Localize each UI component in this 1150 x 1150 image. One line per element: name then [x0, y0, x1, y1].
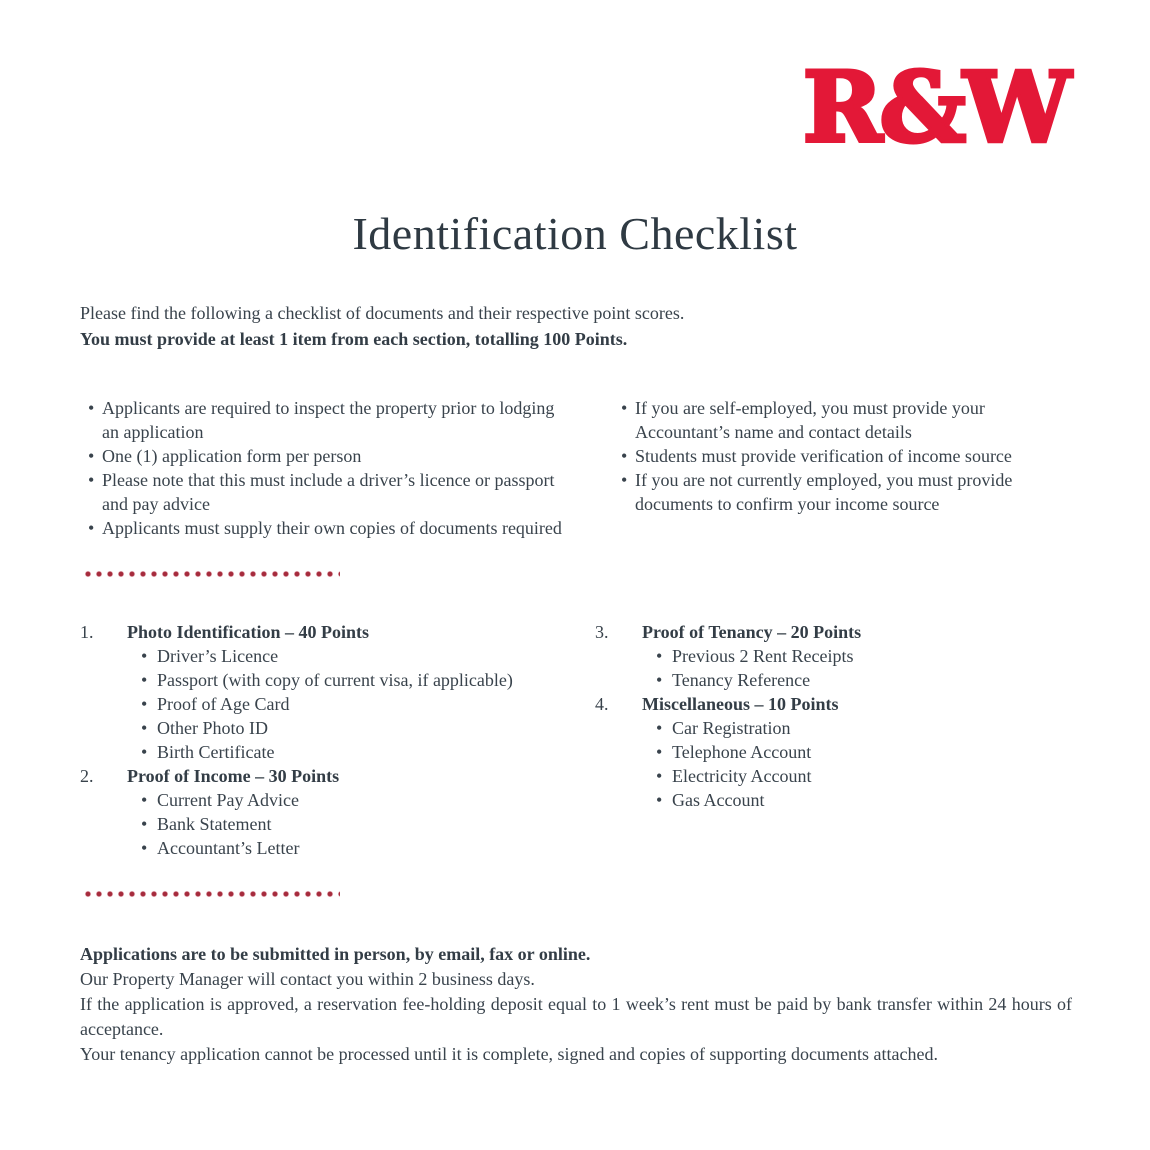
bullet-icon — [650, 644, 672, 668]
checklist-item: Telephone Account — [672, 742, 812, 762]
bullet-icon — [650, 668, 672, 692]
intro-paragraph — [80, 300, 1072, 352]
bullet-icon — [650, 788, 672, 812]
note-text: Please note that this must include a driver’s licence or passport and pay advice — [102, 470, 555, 514]
list-item — [135, 788, 595, 812]
notes-column-right — [613, 396, 1083, 540]
footer-line-2: Our Property Manager will contact you within 2 business days. — [80, 969, 535, 989]
list-item — [613, 468, 1083, 516]
footer-paragraph — [80, 942, 1072, 1067]
list-item — [650, 668, 1072, 692]
section-photo-identification — [80, 620, 595, 764]
note-text: Applicants are required to inspect the property prior to lodging an application — [102, 398, 555, 442]
note-text: If you are self-employed, you must provide your Accountant’s name and contact details — [635, 398, 985, 442]
bullet-icon — [135, 716, 157, 740]
list-item — [613, 396, 1083, 444]
bullet-icon — [135, 788, 157, 812]
section-proof-of-tenancy — [595, 620, 1072, 692]
rw-brand-logo: R&W — [802, 51, 1068, 164]
list-item — [650, 716, 1072, 740]
checklist-item: Bank Statement — [157, 814, 272, 834]
page-title: Identification Checklist — [352, 208, 798, 259]
dotted-divider-top — [85, 570, 340, 578]
list-item — [135, 836, 595, 860]
checklist-item: Tenancy Reference — [672, 670, 811, 690]
notes-column-left — [80, 396, 572, 540]
bullet-icon — [613, 468, 635, 492]
bullet-icon — [135, 644, 157, 668]
list-item — [135, 740, 595, 764]
section-heading: Proof of Tenancy – 20 Points — [642, 622, 862, 642]
list-item — [650, 740, 1072, 764]
bullet-icon — [135, 740, 157, 764]
list-item — [80, 468, 572, 516]
bullet-icon — [650, 764, 672, 788]
checklist-item: Accountant’s Letter — [157, 838, 300, 858]
section-number: 3. — [595, 622, 609, 642]
note-text: One (1) application form per person — [102, 446, 362, 466]
bullet-icon — [613, 444, 635, 468]
bullet-icon — [650, 740, 672, 764]
note-text: If you are not currently employed, you must provide documents to confirm your income source — [635, 470, 1013, 514]
section-heading: Proof of Income – 30 Points — [127, 766, 340, 786]
bullet-icon — [135, 812, 157, 836]
section-number: 2. — [80, 766, 94, 786]
list-item — [135, 644, 595, 668]
bullet-icon — [80, 444, 102, 468]
list-item — [650, 764, 1072, 788]
bullet-icon — [80, 468, 102, 492]
bullet-icon — [613, 396, 635, 420]
list-item — [650, 644, 1072, 668]
footer-line-4: Your tenancy application cannot be processed until it is complete, signed and copies of supporting documents attached. — [80, 1044, 938, 1064]
list-item — [80, 516, 572, 540]
logo-row — [0, 0, 1150, 162]
bullet-icon — [135, 692, 157, 716]
section-heading: Photo Identification – 40 Points — [127, 622, 370, 642]
checklist-item: Proof of Age Card — [157, 694, 290, 714]
bullet-icon — [80, 516, 102, 540]
bullet-icon — [650, 716, 672, 740]
note-text: Students must provide verification of income source — [635, 446, 1012, 466]
sections-column-right — [595, 620, 1072, 860]
bullet-icon — [135, 668, 157, 692]
note-text: Applicants must supply their own copies of documents required — [102, 518, 562, 538]
footer-line-1: Applications are to be submitted in person, by email, fax or online. — [80, 944, 591, 964]
checklist-item: Other Photo ID — [157, 718, 268, 738]
section-heading: Miscellaneous – 10 Points — [642, 694, 839, 714]
list-item — [80, 444, 572, 468]
list-item — [80, 396, 572, 444]
general-notes — [80, 396, 1072, 540]
checklist-item: Gas Account — [672, 790, 765, 810]
section-proof-of-income — [80, 764, 595, 860]
checklist-item: Passport (with copy of current visa, if applicable) — [157, 670, 513, 690]
sections-column-left — [80, 620, 595, 860]
list-item — [650, 788, 1072, 812]
footer-line-3: If the application is approved, a reservation fee-holding deposit equal to 1 week’s rent must be paid by bank transfer within 24 hours of acceptance. — [80, 994, 1072, 1039]
checklist-item: Current Pay Advice — [157, 790, 299, 810]
dotted-divider-bottom — [85, 890, 340, 898]
intro-line-2: You must provide at least 1 item from each section, totalling 100 Points. — [80, 329, 628, 349]
checklist-item: Previous 2 Rent Receipts — [672, 646, 854, 666]
list-item — [613, 444, 1083, 468]
list-item — [135, 716, 595, 740]
checklist-item: Car Registration — [672, 718, 791, 738]
checklist-item: Driver’s Licence — [157, 646, 279, 666]
section-number: 1. — [80, 622, 94, 642]
list-item — [135, 812, 595, 836]
checklist-item: Birth Certificate — [157, 742, 275, 762]
section-number: 4. — [595, 694, 609, 714]
section-miscellaneous — [595, 692, 1072, 812]
list-item — [135, 692, 595, 716]
bullet-icon — [80, 396, 102, 420]
intro-line-1: Please find the following a checklist of documents and their respective point scores. — [80, 303, 685, 323]
bullet-icon — [135, 836, 157, 860]
checklist-item: Electricity Account — [672, 766, 812, 786]
checklist-sections — [80, 620, 1072, 860]
list-item — [135, 668, 595, 692]
